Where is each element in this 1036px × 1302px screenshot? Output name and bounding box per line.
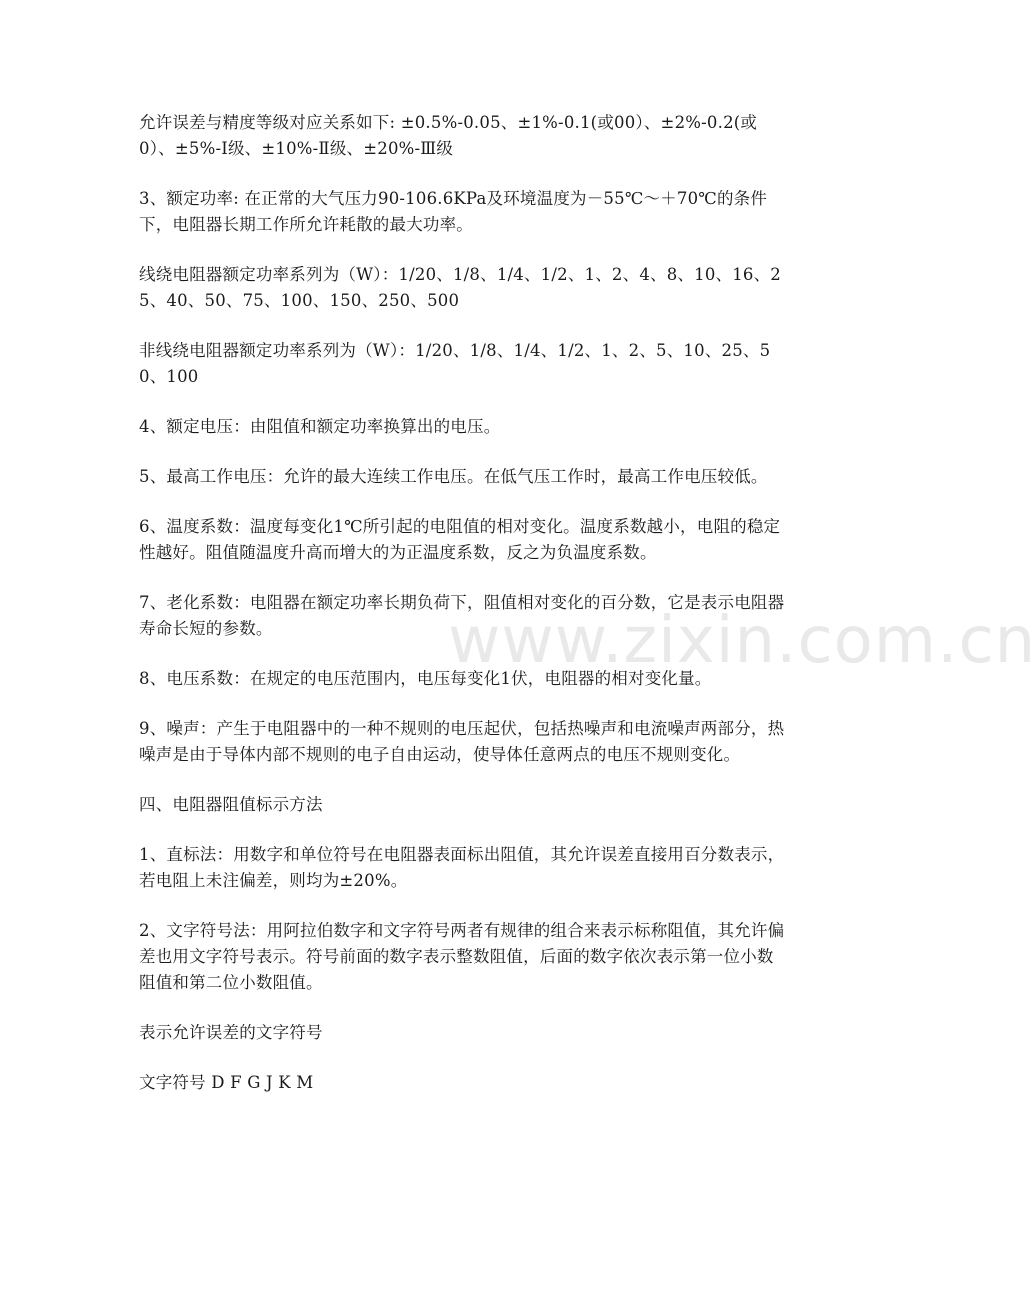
paragraph-direct-marking: 1、直标法：用数字和单位符号在电阻器表面标出阻值，其允许误差直接用百分数表示，若电阻上未注偏差，则均为±20%。 — [139, 845, 785, 890]
paragraph-temperature-coefficient: 6、温度系数：温度每变化1℃所引起的电阻值的相对变化。温度系数越小，电阻的稳定性越好。阻值随温度升高而增大的为正温度系数，反之为负温度系数。 — [139, 517, 781, 562]
paragraph-rated-power: 3、额定功率: 在正常的大气压力90-106.6KPa及环境温度为－55℃～＋70℃的条件下，电阻器长期工作所允许耗散的最大功率。 — [139, 189, 768, 234]
watermark: www.zixin.com.cn — [448, 604, 1036, 678]
paragraph-rated-voltage: 4、额定电压：由阻值和额定功率换算出的电压。 — [139, 417, 501, 436]
paragraph-text-symbol-method: 2、文字符号法：用阿拉伯数字和文字符号两者有规律的组合来表示标称阻值，其允许偏差也用文字符号表示。符号前面的数字表示整数阻值，后面的数字依次表示第一位小数阻值和第二位小数阻值。 — [139, 921, 785, 992]
paragraph-text-symbols-row: 文字符号 D F G J K M — [139, 1073, 314, 1092]
paragraph-non-wirewound-power-series: 非线绕电阻器额定功率系列为（W）：1/20、1/8、1/4、1/2、1、2、5、10、25、50、100 — [139, 341, 771, 386]
paragraph-aging-coefficient: 7、老化系数：电阻器在额定功率长期负荷下，阻值相对变化的百分数，它是表示电阻器寿命长短的参数。 — [139, 593, 785, 638]
paragraph-max-working-voltage: 5、最高工作电压：允许的最大连续工作电压。在低气压工作时，最高工作电压较低。 — [139, 467, 768, 486]
paragraph-tolerance-grades: 允许误差与精度等级对应关系如下: ±0.5%-0.05、±1%-0.1(或00）、±2%-0.2(或0）、±5%-Ⅰ级、±10%-Ⅱ级、±20%-Ⅲ级 — [139, 113, 758, 158]
section-heading-marking-methods: 四、电阻器阻值标示方法 — [139, 795, 323, 814]
paragraph-tolerance-symbols-heading: 表示允许误差的文字符号 — [139, 1023, 323, 1042]
paragraph-wirewound-power-series: 线绕电阻器额定功率系列为（W）：1/20、1/8、1/4、1/2、1、2、4、8、10、16、25、40、50、75、100、150、250、500 — [139, 265, 782, 310]
paragraph-voltage-coefficient: 8、电压系数：在规定的电压范围内，电压每变化1伏，电阻器的相对变化量。 — [139, 669, 712, 688]
paragraph-noise: 9、噪声：产生于电阻器中的一种不规则的电压起伏，包括热噪声和电流噪声两部分，热噪声是由于导体内部不规则的电子自由运动，使导体任意两点的电压不规则变化。 — [139, 719, 785, 764]
document-body — [139, 110, 789, 1120]
